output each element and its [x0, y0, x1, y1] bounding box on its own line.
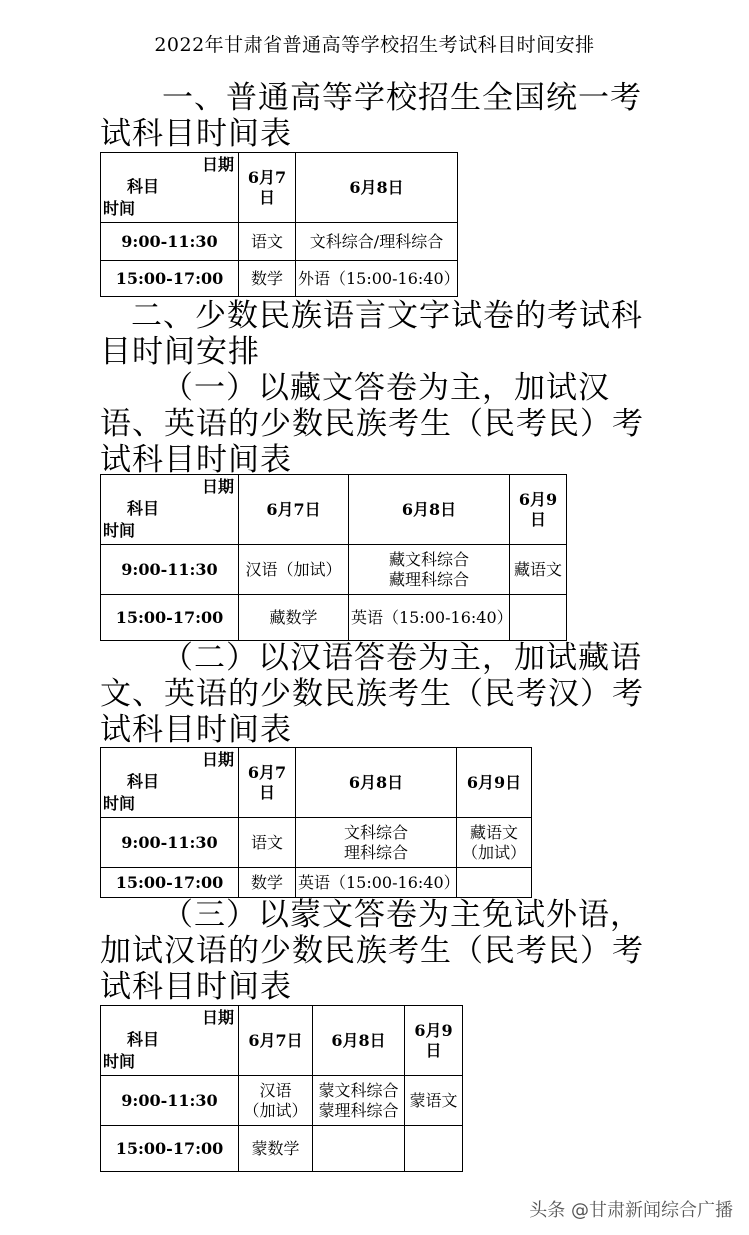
table-row [101, 595, 567, 641]
header-date-label: 日期 [201, 477, 234, 496]
column-header-date: 6月8日 [313, 1006, 405, 1076]
subject-cell: 语文 [239, 223, 296, 261]
section2-heading: 二、少数民族语言文字试卷的考试科目时间安排 [100, 298, 643, 370]
subject-cell [313, 1126, 405, 1172]
time-slot-cell: 9:00-11:30 [101, 1076, 239, 1126]
subject-line: 藏语文 [469, 822, 518, 842]
subject-cell [349, 545, 510, 595]
table-row [101, 1076, 463, 1126]
header-time-label: 时间 [103, 199, 136, 218]
time-slot-cell: 9:00-11:30 [101, 545, 239, 595]
header-subject-label: 科目 [127, 177, 160, 196]
column-header-date: 6月7日 [239, 1006, 313, 1076]
time-slot-cell: 15:00-17:00 [101, 1126, 239, 1172]
section1-heading: 一、普通高等学校招生全国统一考试科目时间表 [100, 80, 642, 152]
source-watermark: 头条 @甘肃新闻综合广播 [529, 1200, 733, 1221]
document-title: 2022年甘肃省普通高等学校招生考试科目时间安排 [154, 34, 595, 56]
subject-cell [405, 1126, 463, 1172]
table-corner-cell [101, 475, 239, 545]
table-row [101, 223, 458, 261]
subject-cell: 数学 [239, 868, 296, 898]
subject-line: （加试） [461, 842, 526, 862]
table-header-row [101, 153, 458, 223]
subsection1-schedule-table [100, 474, 567, 641]
subject-cell: 汉语（加试） [239, 545, 349, 595]
time-slot-cell: 15:00-17:00 [101, 261, 239, 297]
header-time-label: 时间 [103, 521, 136, 540]
time-slot-cell: 15:00-17:00 [101, 595, 239, 641]
subject-cell: 数学 [239, 261, 296, 297]
time-slot-cell: 9:00-11:30 [101, 818, 239, 868]
subject-cell: 外语（15:00-16:40） [296, 261, 458, 297]
subsection3-schedule-table [100, 1005, 463, 1172]
subject-cell [457, 868, 532, 898]
table-corner-cell [101, 153, 239, 223]
subject-line: （加试） [243, 1100, 308, 1120]
table-corner-cell [101, 1006, 239, 1076]
column-header-date: 6月9日 [457, 748, 532, 818]
subsection1-heading: （一）以藏文答卷为主，加试汉语、英语的少数民族考生（民考民）考试科目时间表 [100, 370, 644, 478]
column-header-date: 6月7日 [239, 153, 296, 223]
time-slot-cell: 9:00-11:30 [101, 223, 239, 261]
column-header-date: 6月8日 [349, 475, 510, 545]
subject-line: 藏理科综合 [388, 569, 469, 589]
subject-cell [457, 818, 532, 868]
subject-line: 蒙文科综合 [318, 1080, 399, 1100]
time-slot-cell: 15:00-17:00 [101, 868, 239, 898]
table-row [101, 818, 532, 868]
column-header-date: 6月7日 [239, 748, 296, 818]
subject-cell [296, 818, 457, 868]
subject-cell: 藏语文 [510, 545, 567, 595]
subject-cell [239, 1076, 313, 1126]
subject-cell: 蒙数学 [239, 1126, 313, 1172]
subject-line: 理科综合 [343, 842, 408, 862]
header-subject-label: 科目 [127, 499, 160, 518]
table-corner-cell [101, 748, 239, 818]
subject-cell [510, 595, 567, 641]
subject-cell: 藏数学 [239, 595, 349, 641]
column-header-date: 6月8日 [296, 153, 458, 223]
subject-cell: 蒙语文 [405, 1076, 463, 1126]
table-row [101, 545, 567, 595]
column-header-date: 6月7日 [239, 475, 349, 545]
subsection2-heading: （二）以汉语答卷为主，加试藏语文、英语的少数民族考生（民考汉）考试科目时间表 [100, 640, 644, 748]
subject-cell: 英语（15:00-16:40） [349, 595, 510, 641]
column-header-date: 6月9日 [510, 475, 567, 545]
subject-cell: 英语（15:00-16:40） [296, 868, 457, 898]
subject-cell [313, 1076, 405, 1126]
header-date-label: 日期 [201, 1008, 234, 1027]
section1-schedule-table [100, 152, 458, 297]
header-date-label: 日期 [201, 155, 234, 174]
subject-cell: 语文 [239, 818, 296, 868]
table-row [101, 868, 532, 898]
subject-cell: 文科综合/理科综合 [296, 223, 458, 261]
column-header-date: 6月8日 [296, 748, 457, 818]
subsection3-heading: （三）以蒙文答卷为主免试外语，加试汉语的少数民族考生（民考民）考试科目时间表 [100, 897, 644, 1005]
subject-line: 汉语 [259, 1080, 292, 1100]
table-header-row [101, 1006, 463, 1076]
table-header-row [101, 475, 567, 545]
table-row [101, 1126, 463, 1172]
table-row [101, 261, 458, 297]
header-subject-label: 科目 [127, 1030, 160, 1049]
column-header-date: 6月9日 [405, 1006, 463, 1076]
subject-line: 文科综合 [343, 822, 408, 842]
subject-line: 藏文科综合 [388, 549, 469, 569]
table-header-row [101, 748, 532, 818]
header-subject-label: 科目 [127, 772, 160, 791]
header-time-label: 时间 [103, 794, 136, 813]
header-date-label: 日期 [201, 750, 234, 769]
subject-line: 蒙理科综合 [318, 1100, 399, 1120]
header-time-label: 时间 [103, 1052, 136, 1071]
subsection2-schedule-table [100, 747, 532, 898]
